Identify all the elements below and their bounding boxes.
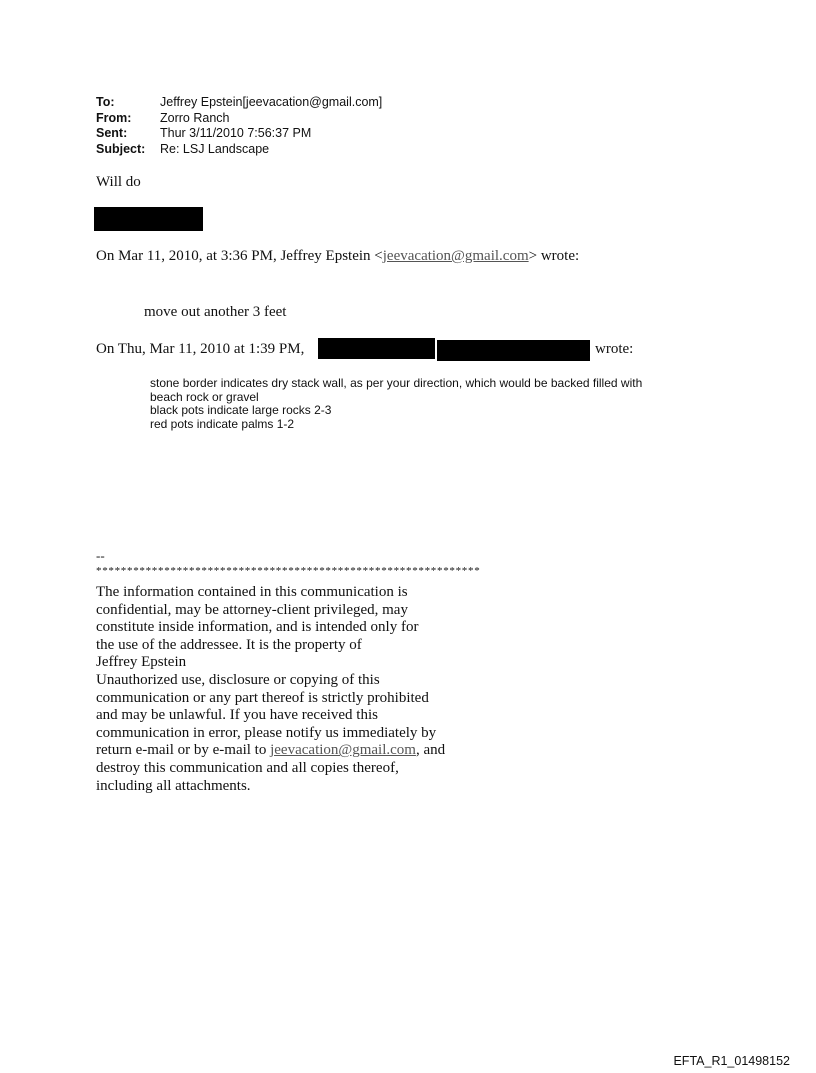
header-sent-label: Sent: [96, 126, 128, 140]
disclaimer-line: including all attachments. [96, 777, 251, 794]
asterisk-divider: ************************************************************** [96, 565, 481, 577]
header-to-value: Jeffrey Epstein[jeevacation@gmail.com] [160, 95, 383, 109]
disclaimer-line: communication or any part thereof is strictly prohibited [96, 689, 429, 706]
header-subject-value: Re: LSJ Landscape [160, 141, 270, 156]
quote-header-1 [96, 248, 579, 265]
header-from-label: From: [96, 110, 132, 125]
disclaimer-line: the use of the addressee. It is the property of [96, 636, 362, 653]
reply-text: Will do [96, 174, 141, 190]
header-sent-row [96, 126, 382, 142]
disclaimer-line: The information contained in this communication is [96, 584, 408, 600]
note-line: red pots indicate palms 1-2 [150, 416, 295, 431]
disclaimer-email-suffix: , and [415, 742, 446, 759]
redaction-sender-email [437, 340, 590, 361]
quote-header-1-email-link[interactable]: jeevacation@gmail.com [382, 248, 529, 264]
redaction-sender-name [318, 338, 435, 359]
note-line: black pots indicate large rocks 2-3 [150, 403, 332, 417]
quote-header-2-prefix: On Thu, Mar 11, 2010 at 1:39 PM, [96, 341, 305, 357]
header-subject-row [96, 142, 382, 158]
disclaimer-line: Unauthorized use, disclosure or copying of this [96, 671, 380, 688]
quoted-notes [150, 377, 642, 431]
disclaimer-email-prefix: return e-mail or by e-mail to [96, 742, 271, 759]
quoted-message-1: move out another 3 feet [144, 304, 287, 320]
quote-header-1-prefix: On Mar 11, 2010, at 3:36 PM, Jeffrey Epstein < [96, 248, 383, 264]
disclaimer-email-line [96, 742, 445, 760]
confidentiality-disclaimer [96, 584, 445, 795]
disclaimer-line: confidential, may be attorney-client privileged, may [96, 601, 408, 618]
header-to-row [96, 95, 382, 111]
redaction-signature [94, 207, 203, 231]
signature-separator: -- [96, 548, 105, 563]
disclaimer-email-link[interactable]: jeevacation@gmail.com [270, 742, 416, 759]
quote-header-1-suffix: > wrote: [528, 248, 580, 264]
disclaimer-line: constitute inside information, and is intended only for [96, 619, 419, 636]
quote-header-2-suffix: wrote: [595, 341, 634, 357]
header-from-row [96, 111, 382, 127]
note-line: beach rock or gravel [150, 389, 259, 404]
disclaimer-line: communication in error, please notify us immediately by [96, 724, 437, 741]
note-line: stone border indicates dry stack wall, as per your direction, which would be backed filled with [150, 376, 643, 390]
disclaimer-line: destroy this communication and all copies thereof, [96, 759, 399, 776]
header-to-label: To: [96, 95, 115, 109]
header-from-value: Zorro Ranch [160, 110, 230, 125]
header-subject-label: Subject: [96, 141, 146, 156]
disclaimer-line: Jeffrey Epstein [96, 654, 187, 671]
disclaimer-line: and may be unlawful. If you have received this [96, 707, 378, 724]
document-id: EFTA_R1_01498152 [673, 1054, 790, 1068]
email-header [96, 95, 382, 157]
header-sent-value: Thur 3/11/2010 7:56:37 PM [160, 126, 312, 140]
